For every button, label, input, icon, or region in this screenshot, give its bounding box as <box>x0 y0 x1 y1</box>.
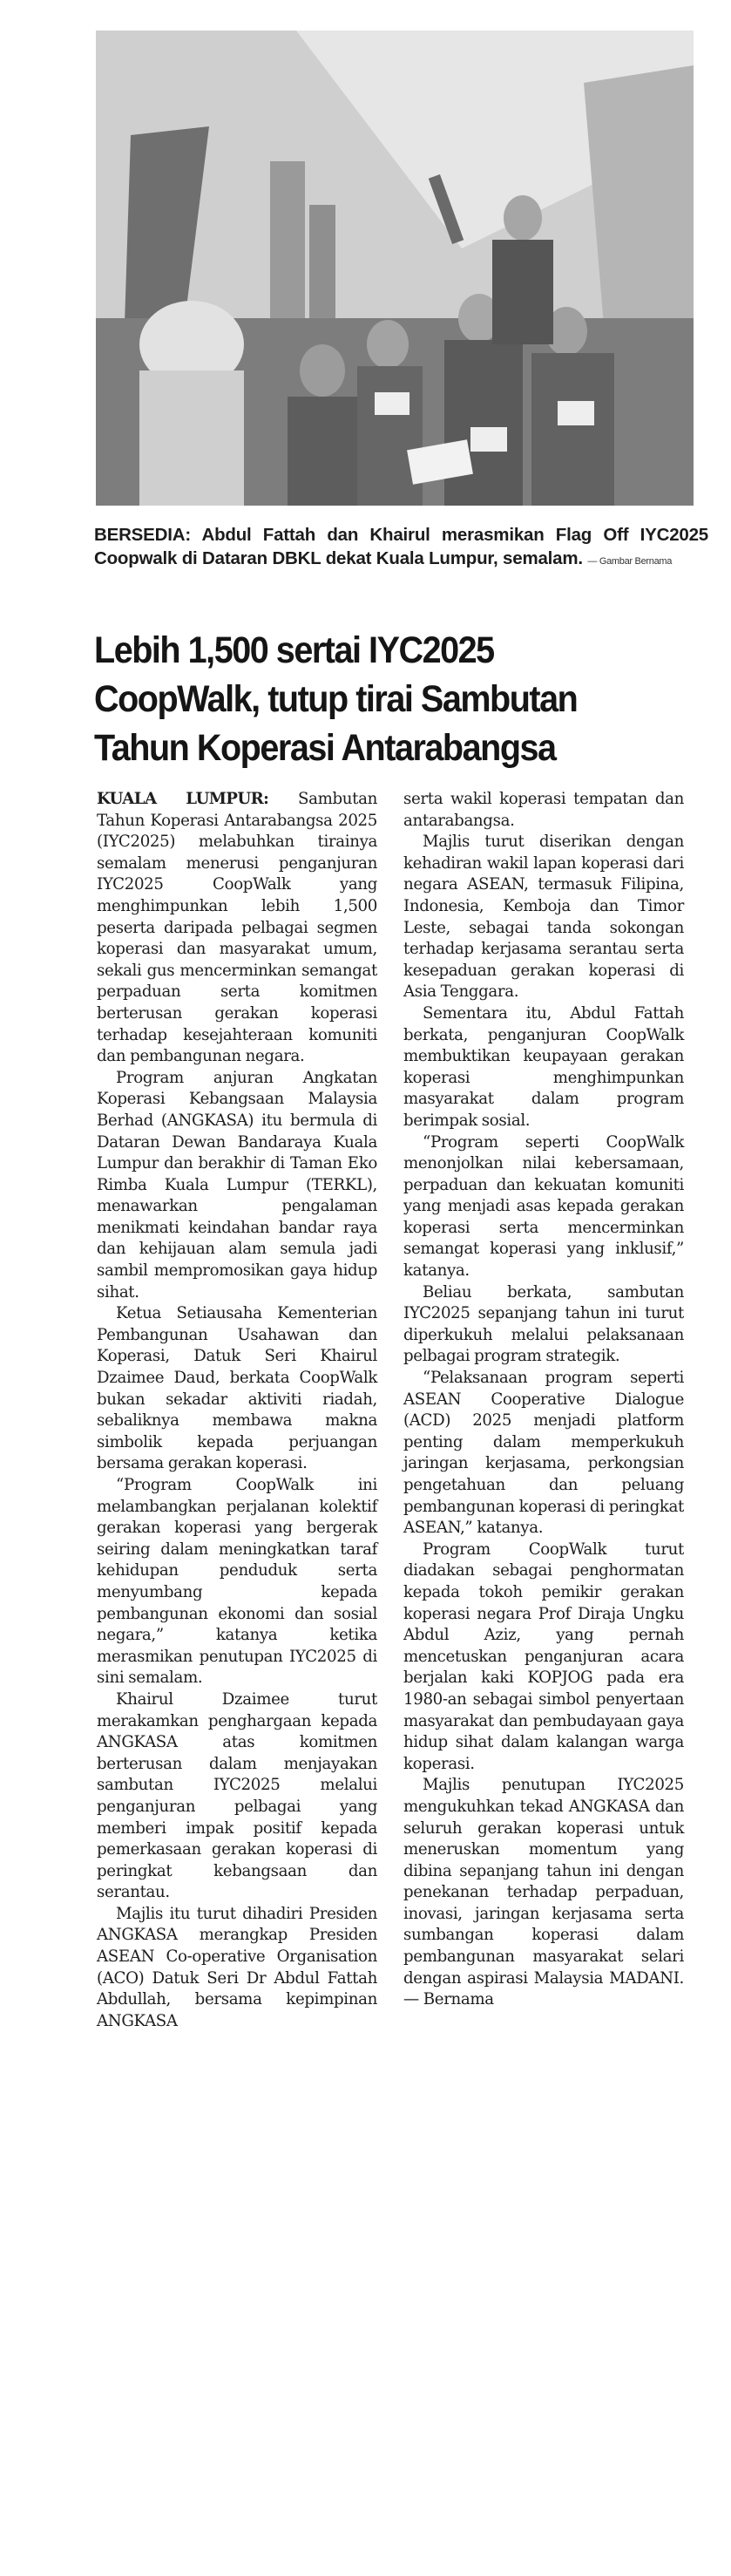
article-paragraph <box>97 789 377 1068</box>
caption-text: Abdul Fattah dan Khairul merasmikan Flag Off IYC2025 Coopwalk di Dataran DBKL dekat Kuala Lumpur, semalam. <box>94 525 708 568</box>
article-paragraph: Ketua Setiausaha Kementerian Pembangunan Usahawan dan Koperasi, Datuk Seri Khairul Dzaimee Daud, berkata CoopWalk bukan sekadar aktiviti riadah, sebaliknya membawa makna simbolik kepada perjuangan bersama gerakan koperasi. <box>97 1304 377 1473</box>
article-paragraph: “Program CoopWalk ini melambangkan perjalanan kolektif gerakan koperasi yang bergerak seiring dalam meningkatkan taraf kehidupan penduduk serta menyumbang kepada pembangunan ekonomi dan sosial negara,” katanya ketika merasmikan penutupan IYC2025 di sini semalam. <box>97 1476 377 1688</box>
paragraph-text: Sambutan Tahun Koperasi Antarabangsa 2025 (IYC2025) melabuhkan tirainya semalam menerusi penganjuran IYC2025 CoopWalk yang menghimpunkan lebih 1,500 peserta daripada pelbagai segmen koperasi dan masyarakat umum, sekali gus mencerminkan semangat perpaduan serta komitmen berterusan gerakan koperasi terhadap kesejahteraan komuniti dan pembangunan negara. <box>97 790 377 1066</box>
photo-person-2 <box>300 344 345 397</box>
photo-person-6 <box>504 195 542 241</box>
headline <box>94 626 663 772</box>
dateline: KUALA LUMPUR: <box>97 790 299 808</box>
article-paragraph: “Pelaksanaan program seperti ASEAN Cooperative Dialogue (ACD) 2025 menjadi platform penting dalam memperkukuh jaringan kerjasama, perkongsian pengetahuan dan peluang pembangunan koperasi di peringkat ASEAN,” katanya. <box>403 1369 684 1538</box>
photo-bib-3 <box>558 401 594 425</box>
photo-person-1-body <box>139 370 244 506</box>
photo-caption <box>94 523 708 574</box>
photo-person-4-body <box>444 340 523 506</box>
article-column-left <box>97 789 377 2032</box>
caption-kicker: BERSEDIA: <box>94 525 191 545</box>
article-paragraph: serta wakil koperasi tempatan dan antarabangsa. <box>403 790 684 830</box>
article-paragraph: Majlis penutupan IYC2025 mengukuhkan tekad ANGKASA dan seluruh gerakan koperasi untuk meneruskan momentum yang dibina sepanjang tahun ini dengan penekanan terhadap perpaduan, inovasi, jaringan kerjasama serta sumbangan koperasi dalam pembangunan masyarakat selari dengan aspirasi Malaysia MADANI. — Bernama <box>403 1776 684 2009</box>
photo-person-6-body <box>492 240 553 344</box>
photo-person-5-body <box>531 353 614 506</box>
photo-person-2-body <box>288 397 357 506</box>
photo-illustration <box>96 31 694 506</box>
photo-person-3 <box>367 320 409 369</box>
article-paragraph: Khairul Dzaimee turut merakamkan penghargaan kepada ANGKASA atas komitmen berterusan dalam menjayakan sambutan IYC2025 melalui penganjuran pelbagai yang memberi impak positif kepada pemerkasaan gerakan koperasi di peringkat kebangsaan dan serantau. <box>97 1689 377 1902</box>
photo-bib-2 <box>470 427 507 452</box>
article-paragraph: Sementara itu, Abdul Fattah berkata, penganjuran CoopWalk membuktikan keupayaan gerakan koperasi menghimpunkan masyarakat dalam program berimpak sosial. <box>403 1003 684 1130</box>
headline-line: Lebih 1,500 sertai IYC2025 <box>94 629 494 671</box>
photo-bib-1 <box>375 392 409 415</box>
photo-person-3-body <box>357 366 423 506</box>
article-paragraph: Majlis turut diserikan dengan kehadiran wakil lapan koperasi dari negara ASEAN, termasuk Filipina, Indonesia, Kemboja dan Timor Leste, sebagai tanda sokongan terhadap kerjasama serantau serta kesepaduan gerakan koperasi di Asia Tenggara. <box>403 833 684 1002</box>
caption-credit: — Gambar Bernama <box>587 556 673 567</box>
article-column-right <box>403 789 684 2011</box>
article-paragraph: Beliau berkata, sambutan IYC2025 sepanjang tahun ini turut diperkukuh melalui pelaksanaan pelbagai program strategik. <box>403 1282 684 1366</box>
article-paragraph: Majlis itu turut dihadiri Presiden ANGKASA merangkap Presiden ASEAN Co-operative Organisation (ACO) Datuk Seri Dr Abdul Fattah Abdullah, bersama kepimpinan ANGKASA <box>97 1904 377 2030</box>
article-paragraph: Program anjuran Angkatan Koperasi Kebangsaan Malaysia Berhad (ANGKASA) itu bermula di Dataran Dewan Bandaraya Kuala Lumpur dan berakhir di Taman Eko Rimba Kuala Lumpur (TERKL), menawarkan pengalaman menikmati keindahan bandar raya dan kehijauan alam semula jadi sambil mempromosikan gaya hidup sihat. <box>97 1068 377 1302</box>
news-photo <box>96 31 694 506</box>
headline-line: CoopWalk, tutup tirai Sambutan <box>94 678 578 720</box>
article-paragraph: “Program seperti CoopWalk menonjolkan nilai kebersamaan, perpaduan dan kekuatan komuniti yang menjadi asas kepada gerakan koperasi serta mencerminkan semangat koperasi yang inklusif,” katanya. <box>403 1132 684 1281</box>
headline-line: Tahun Koperasi Antarabangsa <box>94 727 556 769</box>
article-paragraph: Program CoopWalk turut diadakan sebagai penghormatan kepada tokoh pemikir gerakan koperasi negara Prof Diraja Ungku Abdul Aziz, yang pernah mencetuskan penganjuran acara berjalan kaki KOPJOG pada era 1980-an sebagai simbol penyertaan masyarakat dan pembudayaan gaya hidup sihat dalam kalangan warga koperasi. <box>403 1539 684 1773</box>
